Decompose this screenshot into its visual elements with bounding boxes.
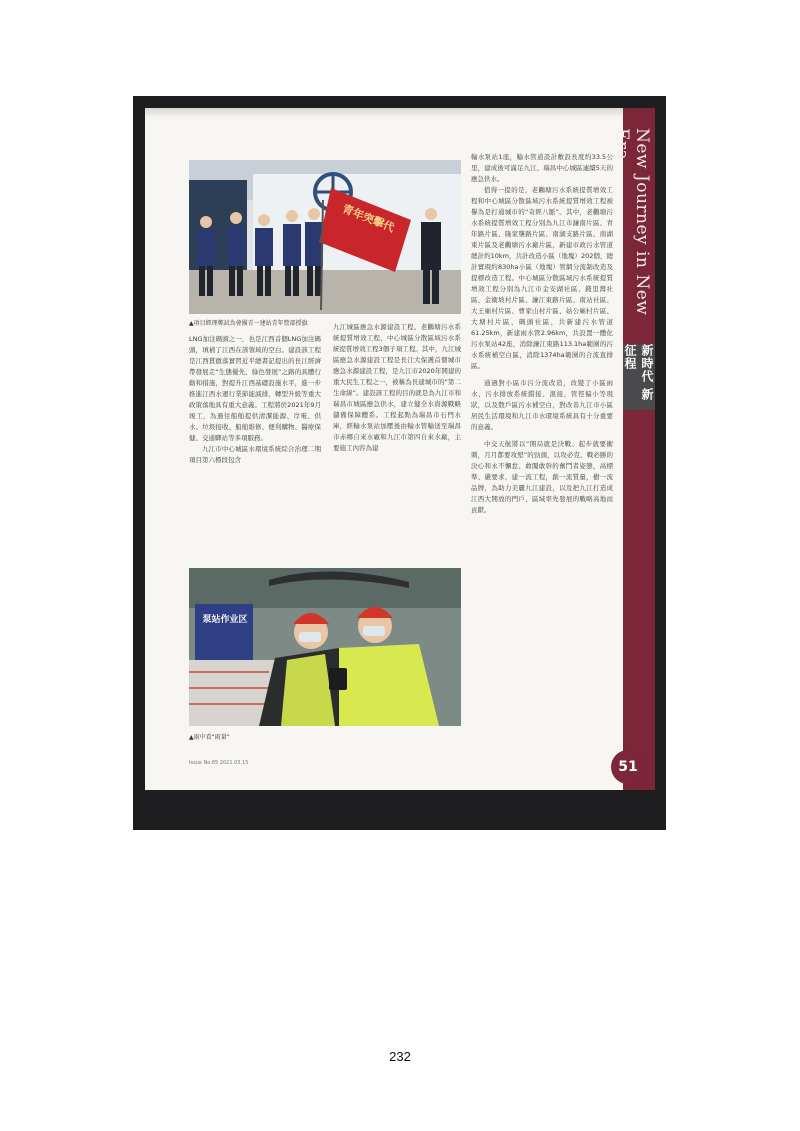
article-column-middle: [333, 322, 461, 558]
paragraph: LNG加注碼頭之一，也是江西首個LNG加注碼頭，填補了江西在該領域的空白。建設該工程是江西貫徹落實習近平總書記提出的長江經濟帶發展走“生態優先、綠色發展”之路的具體行動和措施，對提升江西基礎設施水平，進一步推進江西水運行業節能減排，轉型升級等重大政策落地具有重大意義。工程將於2021年9月竣工，為過往船舶提供清潔能源、岸電、供水、垃圾接收、船舶維修、便利購物、醫療保健、交通驛站等多項服務。: [189, 335, 321, 442]
paragraph: 輸水泵站1座，輸水管道設計敷設長度約33.5公里，建成後可滿足九江、瑞昌中心城區連續5天的應急供水。: [471, 153, 613, 183]
photo-team-flag-ceremony: [189, 160, 461, 314]
section-title-en: New Journey in New Era: [612, 128, 652, 316]
team-photo-illustration: [189, 160, 461, 314]
magazine-footer: Issue No.85 2021.03.15: [189, 760, 249, 766]
document-page-number: 232: [389, 1049, 411, 1064]
page-edge-shadow: [145, 108, 655, 118]
paragraph: 值得一提的是，老鸛塘污水系統提質增效工程和中心城區分散區域污水系統提質增效工程被譽為是打通城市的“奇經八脈”。其中，老鸛塘污水系統提質增效工程分別為九江市濂南片區、青年路片區、隆家壟路片區、南湖支路片區、南湖東片區及老鸛塘污水廠片區，新建市政污水管道總計約10km，共計改造小區（地塊）202個，總計實現約830ha小區（地塊）管網分流制改造及提標改造工程。中心城區分散區域污水系統提質增效工程分別為九江市金安湖社區、錢里灣社區、金衛坡村片區、濂江東路片區、南站社區、大王廟村片區、曹家山村片區、姑公廟村片區、大塘村片區、碼頭社區，共新建污水管道61.25km，新建雨水管2.96km，共設置一體化污水泵站42座，消除濂江東路113.1ha範圍的污水系統補空白區，消除1374ha範圍的合流直排區。: [471, 186, 613, 370]
article-column-right: [471, 152, 613, 748]
section-title-cn: 新時代 新征程: [623, 344, 655, 410]
paragraph: 中交天航將以“開局就是決戰、起步就要衝刺，月月都要攻堅”的勁頭，以攻必克、戰必勝的決心和永不懈怠、敢闖敢幹的奮鬥者姿態，高標準、嚴要求，建一流工程，創一流質量，樹一流品牌，為助力美麗九江建設，以及把九江打造成江西大開放的門戶，區域率先發展的戰略高地而貢獻。: [471, 440, 613, 514]
paragraph: 通過對小區市污分流改造，改變了小區雨水、污水排放系統錯接、混接，管徑偏小等現狀，以及散戶區污水補空白，對改善九江市小區居民生活環境和九江市水環境系統具有十分重要的意義。: [471, 379, 613, 431]
workers-photo-illustration: [189, 568, 461, 726]
flag-banner-text: 青年突擊代: [340, 202, 397, 235]
paragraph: 九江城區應急水源建設工程、老鸛塘污水系統提質增效工程、中心城區分散區域污水系統提質增效工程3個子項工程。其中，九江城區應急水源建設工程是長江大保護首個城市應急水源建設工程，是九江市2020年開建的重大民生工程之一，被稱為長建城市的“第二生命線”。建設該工程的目的就是為九江市和瑞昌市城區應急供水，建立健全水資源戰略儲備保障體系。工程起點為瑞昌市石門水庫，經輸水泵站加壓後由輸水管輸送至瑞昌市赤鄉自來水廠和九江市第四自來水廠，主要施工內容為建: [333, 323, 461, 452]
section-side-tab: [612, 108, 655, 790]
work-area-sign: 泵站作业区: [202, 615, 248, 625]
magazine-page: [145, 108, 655, 790]
top-photo-caption: ▲項目經理鄭試為會團青一建站青年營部授旗: [189, 320, 308, 327]
photo-workers-in-rain: [189, 568, 461, 726]
paragraph: 九江市中心城區水環境系統綜合治理二期項目第六標段包含: [189, 445, 321, 464]
article-column-left: [189, 334, 321, 558]
bottom-photo-caption: ▲雨中看“雨量”: [189, 734, 230, 741]
magazine-page-number: 51: [611, 750, 645, 784]
